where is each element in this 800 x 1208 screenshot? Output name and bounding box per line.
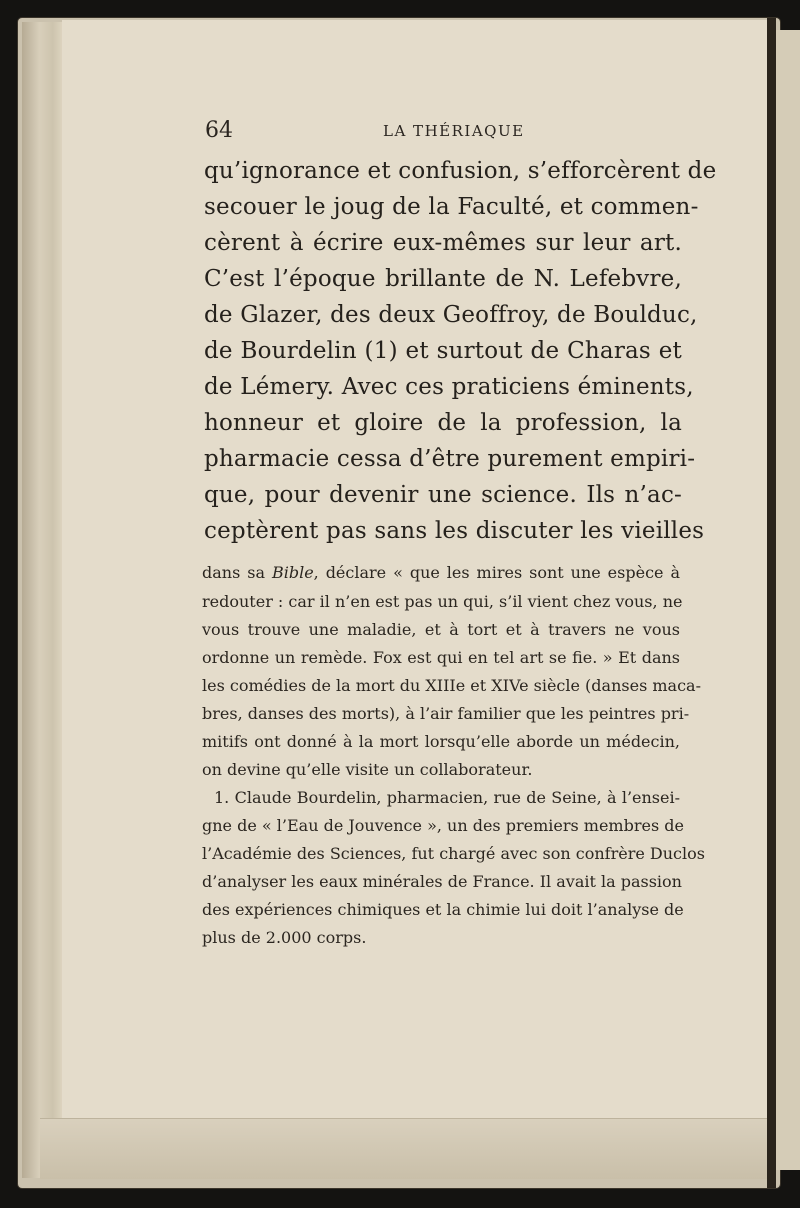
- page-number: 64: [205, 118, 233, 143]
- footnote-line: on devine qu’elle visite un collaborateur.: [202, 760, 533, 779]
- footnote-line: plus de 2.000 corps.: [202, 928, 367, 947]
- footnote-line: bres, danses des morts), à l’air familier que les peintres pri-: [202, 704, 690, 723]
- footnote-line: gne de « l’Eau de Jouvence », un des premiers membres de: [202, 816, 684, 835]
- footnote-line: d’analyser les eaux minérales de France. Il avait la passion: [202, 872, 682, 891]
- body-line: pharmacie cessa d’être purement empiri-: [204, 446, 696, 472]
- footnote-line: les comédies de la mort du XIIIe et XIVe siècle (danses maca-: [202, 676, 701, 695]
- body-line: de Glazer, des deux Geoffroy, de Boulduc,: [204, 302, 698, 328]
- body-line: C’est l’époque brillante de N. Lefebvre,: [204, 266, 682, 292]
- footnote-line: [202, 563, 680, 589]
- footnote-line: mitifs ont donné à la mort lorsqu’elle aborde un médecin,: [202, 732, 680, 751]
- facing-page-edge: [776, 30, 800, 1170]
- body-line: qu’ignorance et confusion, s’efforcèrent de: [204, 158, 717, 184]
- footnote-line: l’Académie des Sciences, fut chargé avec son confrère Duclos: [202, 844, 705, 863]
- body-line: de Lémery. Avec ces praticiens éminents,: [204, 374, 694, 400]
- footnote-line: des expériences chimiques et la chimie lui doit l’analyse de: [202, 900, 684, 919]
- footnote-line: 1. Claude Bourdelin, pharmacien, rue de Seine, à l’ensei-: [214, 788, 680, 807]
- body-line: de Bourdelin (1) et surtout de Charas et: [204, 338, 682, 364]
- footnote-line: ordonne un remède. Fox est qui en tel art se fie. » Et dans: [202, 648, 680, 667]
- footnote-line: redouter : car il n’en est pas un qui, s’il vient chez vous, ne: [202, 592, 683, 611]
- footnote-text: , déclare « que les mires sont une espèce à: [313, 563, 680, 582]
- page-edges-left: [22, 22, 66, 1178]
- page-header: [205, 118, 685, 148]
- footnote-italic-title: Bible: [271, 563, 314, 582]
- body-line: que, pour devenir une science. Ils n’ac-: [204, 482, 682, 508]
- running-title: LA THÉRIAQUE: [383, 122, 525, 140]
- body-line: cèrent à écrire eux-mêmes sur leur art.: [204, 230, 682, 256]
- footnote-line: vous trouve une maladie, et à tort et à travers ne vous: [202, 620, 680, 639]
- page-edges-bottom: [40, 1118, 770, 1179]
- book-gutter: [767, 18, 776, 1188]
- body-line: honneur et gloire de la profession, la: [204, 410, 682, 436]
- body-line: ceptèrent pas sans les discuter les vieilles: [204, 518, 705, 544]
- body-line: secouer le joug de la Faculté, et commen-: [204, 194, 699, 220]
- footnote-text: dans sa: [202, 563, 272, 582]
